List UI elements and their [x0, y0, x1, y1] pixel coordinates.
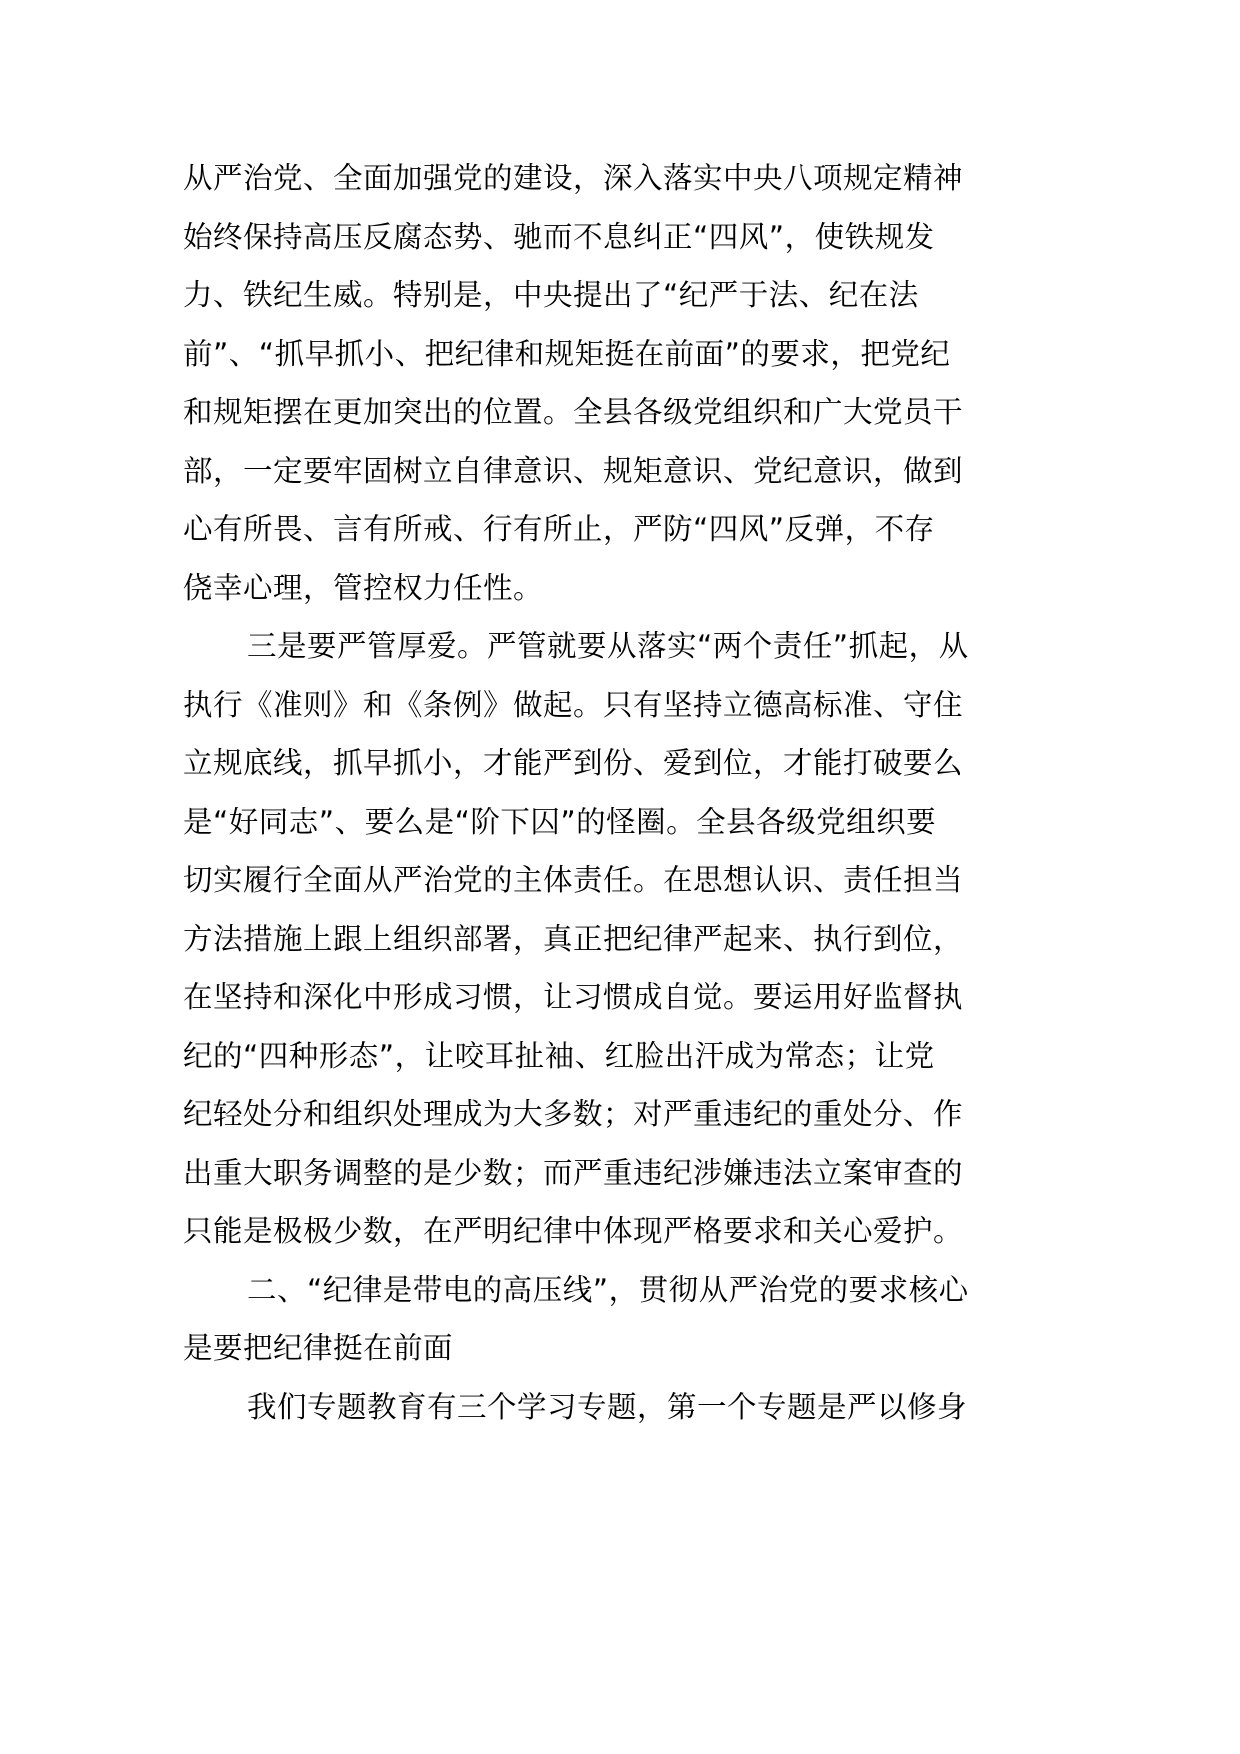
- text-line: 部，一定要牢固树立自律意识、规矩意识、党纪意识，做到: [183, 454, 964, 488]
- text-line: 从严治党、全面加强党的建设，深入落实中央八项规定精神: [183, 161, 964, 195]
- text-line: 执行《准则》和《条例》做起。只有坚持立德高标准、守住: [183, 688, 964, 722]
- text-line: 前”、“抓早抓小、把纪律和规矩挺在前面”的要求，把党纪: [183, 337, 951, 371]
- text-line: 和规矩摆在更加突出的位置。全县各级党组织和广大党员干: [183, 395, 964, 429]
- text-line: 方法措施上跟上组织部署，真正把纪律严起来、执行到位，: [183, 922, 964, 956]
- text-line: 是“好同志”、要么是“阶下囚”的怪圈。全县各级党组织要: [183, 805, 937, 839]
- text-line: 立规底线，抓早抓小，才能严到份、爱到位，才能打破要么: [183, 746, 964, 780]
- text-line: 纪轻处分和组织处理成为大多数；对严重违纪的重处分、作: [183, 1097, 964, 1131]
- text-line: 纪的“四种形态”，让咬耳扯袖、红脸出汗成为常态；让党: [183, 1039, 935, 1073]
- text-line: 出重大职务调整的是少数；而严重违纪涉嫌违法立案审查的: [183, 1156, 964, 1190]
- paragraph-start-line: 三是要严管厚爱。严管就要从落实“两个责任”抓起，从: [247, 629, 969, 663]
- section-heading-line: 二、“纪律是带电的高压线”，贯彻从严治党的要求核心: [247, 1273, 969, 1307]
- text-line: 切实履行全面从严治党的主体责任。在思想认识、责任担当: [183, 863, 964, 897]
- text-line: 始终保持高压反腐态势、驰而不息纠正“四风”，使铁规发: [183, 220, 935, 254]
- text-line: 侥幸心理，管控权力任性。: [183, 571, 544, 605]
- text-line: 心有所畏、言有所戒、行有所止，严防“四风”反弹，不存: [183, 512, 935, 546]
- text-line: 只能是极极少数，在严明纪律中体现严格要求和关心爱护。: [183, 1214, 964, 1248]
- text-line: 力、铁纪生威。特别是，中央提出了“纪严于法、纪在法: [183, 278, 919, 312]
- section-heading-line: 是要把纪律挺在前面: [183, 1331, 454, 1365]
- paragraph-start-line: 我们专题教育有三个学习专题，第一个专题是严以修身: [247, 1390, 968, 1424]
- text-line: 在坚持和深化中形成习惯，让习惯成自觉。要运用好监督执: [183, 980, 964, 1014]
